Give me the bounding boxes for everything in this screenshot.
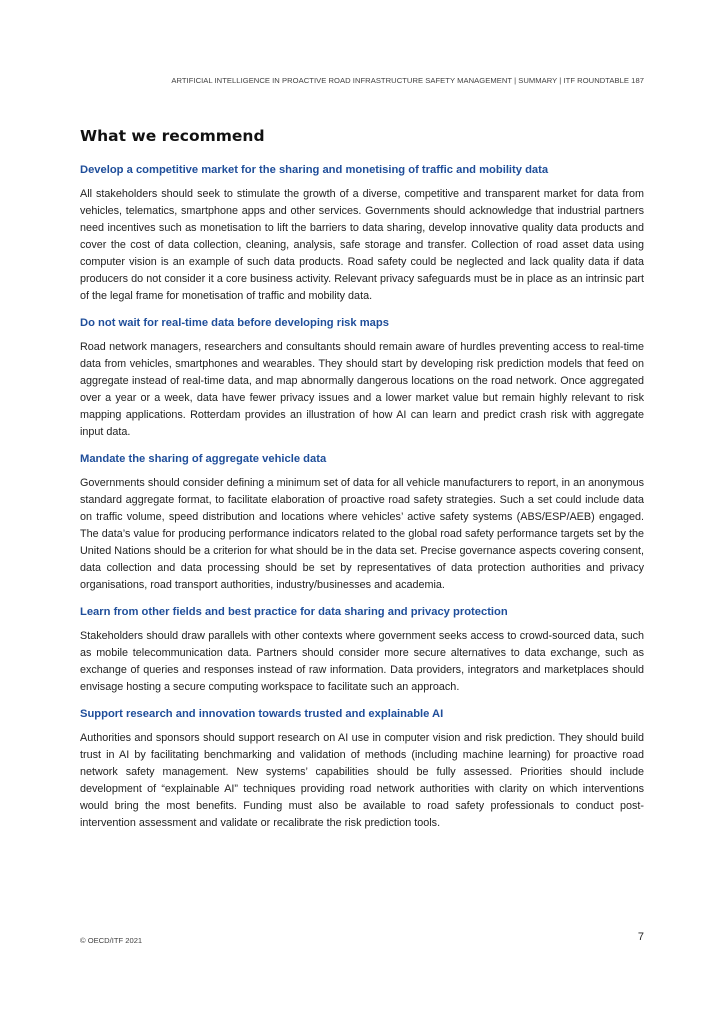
section-paragraph: All stakeholders should seek to stimulate the growth of a diverse, competitive and transparent market for data from vehicles, telematics, smartphone apps and other services. Governments should acknowledge that industrial partners need incentives such as monetisation to lift the barriers to data sharing, develop innovative quality data products and cover the cost of data collection, cleaning, analysis, safe storage and transfer. Collection of road asset data using computer vision is an example of such data products. Road safety could be neglected and lack quality data if data producers do not consider it a core business activity. Relevant privacy safeguards must be in place as an intrinsic part of the legal frame for monetisation of traffic and mobility data. <box>80 188 644 302</box>
recommendations-body <box>80 162 644 842</box>
page-number: 7 <box>637 931 644 943</box>
section-paragraph: Stakeholders should draw parallels with other contexts where government seeks access to crowd-sourced data, such as mobile telecommunication data. Partners should consider more secure alternatives to data exchange, such as exchange of queries and responses instead of raw information. Data providers, integrators and marketplaces should envisage hosting a secure computing workspace to facilitate such an approach. <box>80 630 644 693</box>
running-header: ARTIFICIAL INTELLIGENCE IN PROACTIVE ROAD INFRASTRUCTURE SAFETY MANAGEMENT | SUMMARY | ITF ROUNDTABLE 187 <box>171 76 644 85</box>
section-heading: Support research and innovation towards trusted and explainable AI <box>80 708 444 720</box>
section-heading: Learn from other fields and best practice for data sharing and privacy protection <box>80 606 508 618</box>
page-title: What we recommend <box>80 127 265 145</box>
section-heading: Do not wait for real-time data before developing risk maps <box>80 317 389 329</box>
copyright-footer: © OECD/ITF 2021 <box>80 936 143 945</box>
section-paragraph: Governments should consider defining a minimum set of data for all vehicle manufacturers to report, in an anonymous standard aggregate format, to facilitate elaboration of proactive road safety strategies. Such a set could include data on traffic volume, speed distribution and locations where vehicles’ active safety systems (ABS/ESP/AEB) engaged. The data’s value for producing performance indicators related to the global road safety performance targets set by the United Nations should be a criterion for what should be in the data set. Precise governance aspects covering consent, data collection and data processing should be set by representatives of data protection authorities and privacy organisations, road transport authorities, industry/businesses and academia. <box>80 477 644 591</box>
section-heading: Mandate the sharing of aggregate vehicle data <box>80 453 327 465</box>
section-heading: Develop a competitive market for the sharing and monetising of traffic and mobility data <box>80 164 549 176</box>
section-paragraph: Authorities and sponsors should support research on AI use in computer vision and risk prediction. They should build trust in AI by facilitating benchmarking and validation of methods (including machine learning) for proactive road network safety management. New systems’ capabilities should be fully assessed. Priorities should include development of “explainable AI” techniques providing road network authorities with clarity on which interventions would bring the most benefits. Funding must also be available to road safety professionals to conduct post-intervention assessment and validate or recalibrate the risk prediction tools. <box>80 732 644 829</box>
section-paragraph: Road network managers, researchers and consultants should remain aware of hurdles preventing access to real-time data from vehicles, smartphones and wearables. They should start by developing risk prediction models that feed on aggregate instead of real-time data, and map abnormally dangerous locations on the road network. Once aggregated over a year or a week, data have fewer privacy issues and a lower market value but remain highly relevant to risk mapping applications. Rotterdam provides an illustration of how AI can learn and predict crash risk with aggregate input data. <box>80 341 644 438</box>
